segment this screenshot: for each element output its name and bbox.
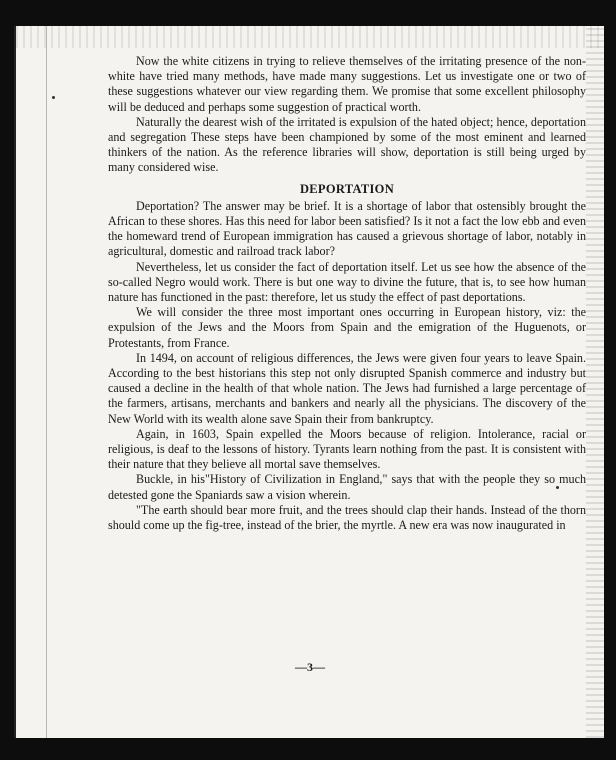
page-number: —3— <box>295 660 325 674</box>
paragraph: Buckle, in his"History of Civilization in England," says that with the people they so much detested gone the Spaniards saw a vision wherein. <box>108 472 586 502</box>
paragraph: Nevertheless, let us consider the fact of deportation itself. Let us see how the absence of the so-called Negro would work. There is but one way to divine the future, that is, to see how human nature has functioned in the past: therefore, let us study the effect of past deportations. <box>108 259 586 305</box>
section-heading: DEPORTATION <box>299 181 395 196</box>
paragraph: In 1494, on account of religious differences, the Jews were given four years to leave Spain. According to the best historians this step not only disrupted Spanish commerce and industry but caused a decline in the health of that whole nation. The Jews had furnished a large percentage of the farmers, artisans, merchants and bankers and nearly all the physicians. The discovery of the New World with its wealth alone save Spain their from bankruptcy. <box>108 350 586 426</box>
paragraph: Deportation? The answer may be brief. It is a shortage of labor that ostensibly brought the African to these shores. Has this need for labor been satisfied? Is it not a fact the low ebb and even the homeward trend of European immigration has caused a grievous shortage of labor, notably in agricultural, domestic and railroad track labor? <box>108 198 586 259</box>
paragraph: Again, in 1603, Spain expelled the Moors because of religion. Intolerance, racial or religious, is deaf to the lessons of history. Tyrants learn nothing from the past. It is consistent with their nature that they believe all mortal save themselves. <box>108 426 586 472</box>
ink-spot <box>52 96 55 99</box>
paragraph: Naturally the dearest wish of the irritated is expulsion of the hated object; hence, deportation and segregation These steps have been championed by some of the most eminent and learned thinkers of the nation. As the reference libraries will show, deportation is still being urged by many considered wise. <box>108 114 586 175</box>
document-page <box>14 26 604 738</box>
paragraph: "The earth should bear more fruit, and the trees should clap their hands. Instead of the thorn should come up the fig-tree, instead of the brier, the myrtle. A new era was now inaugurated in <box>108 502 586 533</box>
scan-edge-right <box>586 26 604 738</box>
binding-line <box>46 26 47 738</box>
scan-edge-top <box>16 26 604 48</box>
body-text <box>108 54 586 533</box>
paragraph: Now the white citizens in trying to relieve themselves of the irritating presence of the non-white have tried many methods, have made many suggestions. Let us investigate one or two of these suggestions whatever our view regarding them. We promise that some excellent philosophy will be deduced and perhaps some suggestion of practical worth. <box>108 54 586 114</box>
paragraph: We will consider the three most important ones occurring in European history, viz: the expulsion of the Jews and the Moors from Spain and the emigration of the Huguenots, or Protestants, from France. <box>108 305 586 350</box>
